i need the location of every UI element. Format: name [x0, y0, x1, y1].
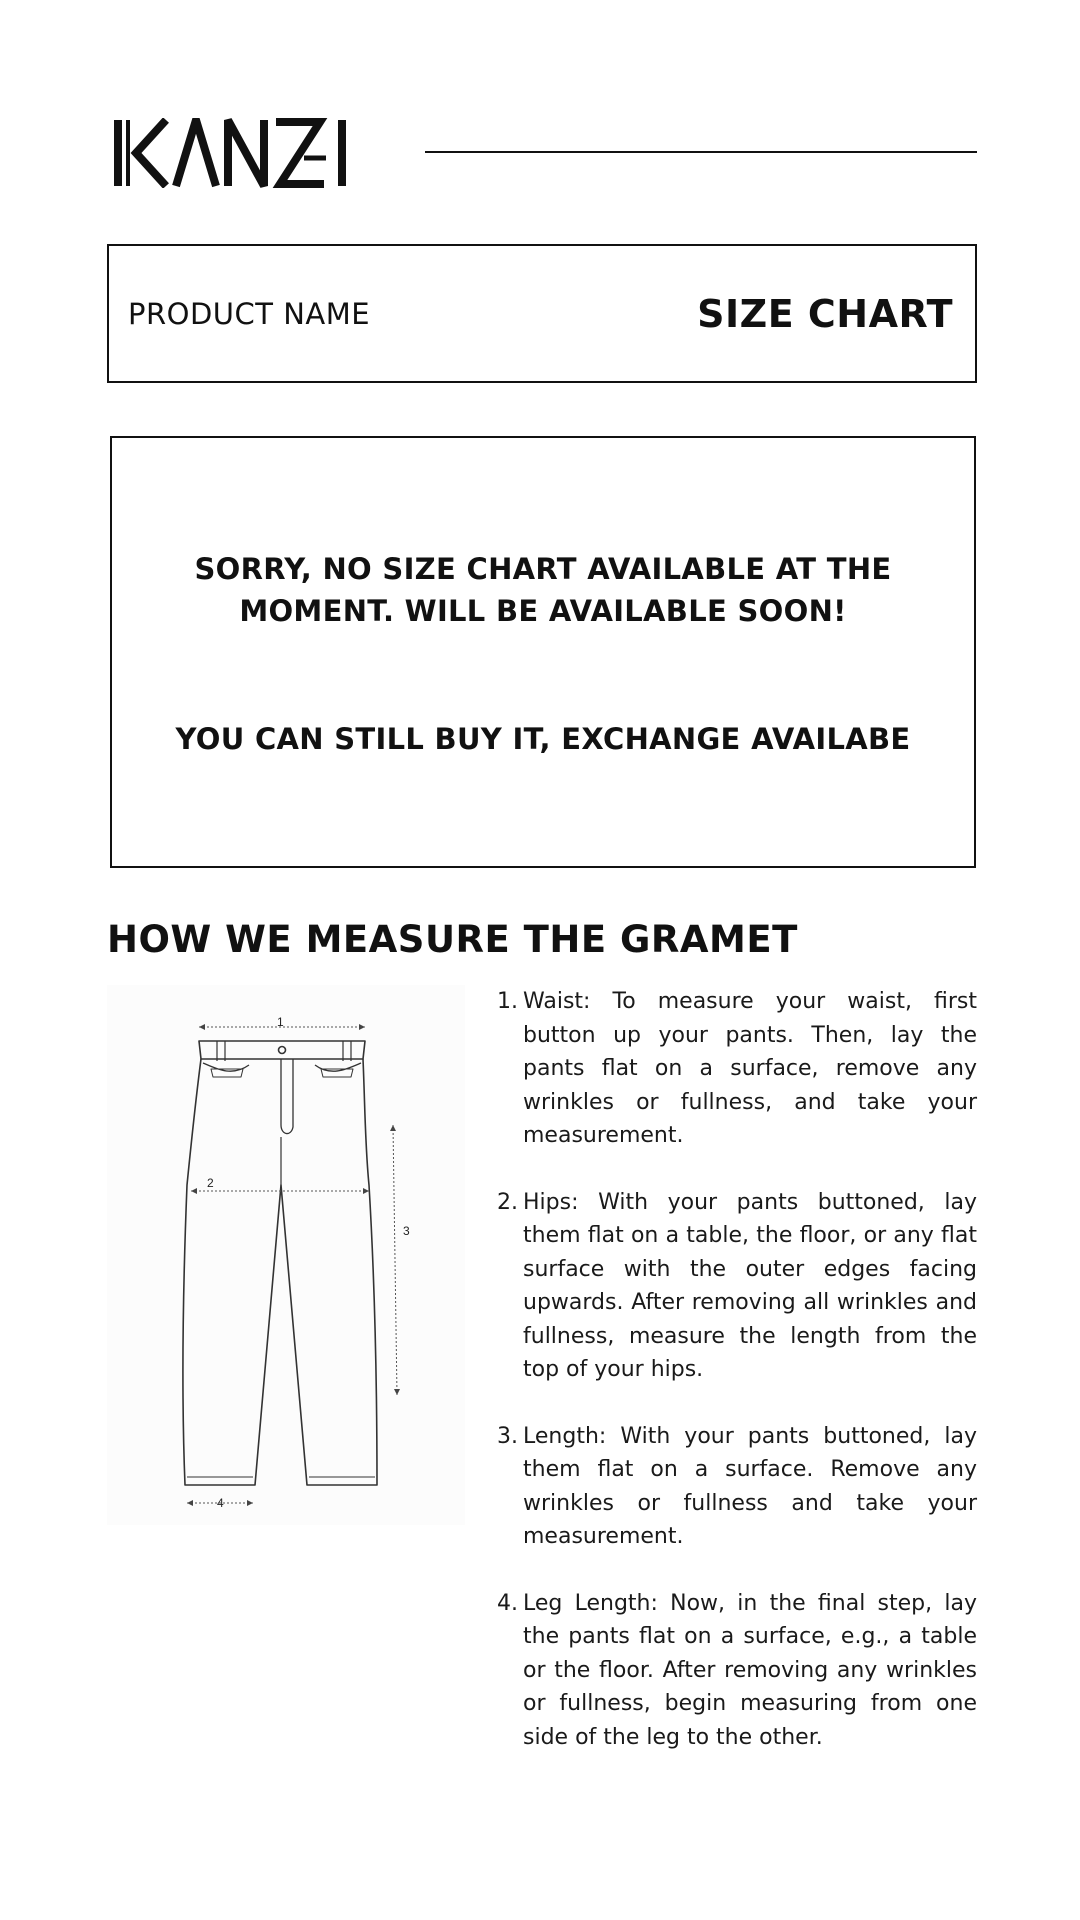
diagram-label-3: 3 [403, 1224, 410, 1238]
size-chart-title: SIZE CHART [697, 291, 953, 336]
instruction-text: Leg Length: Now, in the final step, lay the pants flat on a surface, e.g., a table or the floor. After removing any wrinkles or fullness, begin measuring from one side of the leg to the other. [523, 1590, 977, 1750]
instruction-text: Length: With your pants buttoned, lay them flat on a surface. Remove any wrinkles or fullness and take your measurement. [523, 1423, 977, 1549]
instruction-number: 1. [497, 989, 518, 1014]
instruction-item-leg-length [497, 1587, 977, 1755]
instruction-item-waist [497, 985, 977, 1153]
header-divider [425, 151, 977, 153]
pants-pocket-left [203, 1063, 249, 1071]
pants-outline [183, 1059, 377, 1485]
notice-unavailable-text: SORRY, NO SIZE CHART AVAILABLE AT THE MOMENT. WILL BE AVAILABLE SOON! [194, 552, 892, 628]
instruction-item-hips [497, 1186, 977, 1387]
instruction-number: 3. [497, 1423, 518, 1449]
pants-button [279, 1047, 286, 1054]
product-name-label: PRODUCT NAME [128, 296, 371, 331]
diagram-label-4: 4 [217, 1496, 224, 1510]
instruction-text: Hips: With your pants buttoned, lay them flat on a table, the floor, or any flat surface with the outer edges facing upwards. After removing all wrinkles and fullness, measure the length from the top of your hips. [523, 1189, 977, 1382]
pants-pocket-right [315, 1063, 361, 1071]
length-measure-line [393, 1125, 397, 1395]
belt-loop [217, 1041, 351, 1061]
notice-box [110, 436, 976, 868]
notice-exchange-text: YOU CAN STILL BUY IT, EXCHANGE AVAILABE [175, 722, 911, 756]
pants-measurement-diagram [107, 985, 465, 1525]
instruction-number: 2. [497, 1189, 518, 1215]
instruction-number: 4. [497, 1590, 518, 1616]
diagram-label-2: 2 [207, 1176, 214, 1190]
instruction-text: Waist: To measure your waist, first button up your pants. Then, lay the pants flat on a surface, remove any wrinkles or fullness, and take your measurement. [523, 989, 977, 1148]
measurement-instructions-list [497, 985, 977, 1787]
diagram-label-1: 1 [277, 1015, 284, 1029]
pants-illustration [107, 985, 465, 1525]
pants-fly [281, 1059, 293, 1134]
brand-logo [114, 118, 404, 188]
instruction-item-length [497, 1420, 977, 1554]
brand-logo-graphic [114, 118, 404, 188]
product-header-box [107, 244, 977, 383]
pants-waistband [199, 1041, 365, 1059]
measure-section-heading: HOW WE MEASURE THE GRAMET [107, 918, 798, 961]
